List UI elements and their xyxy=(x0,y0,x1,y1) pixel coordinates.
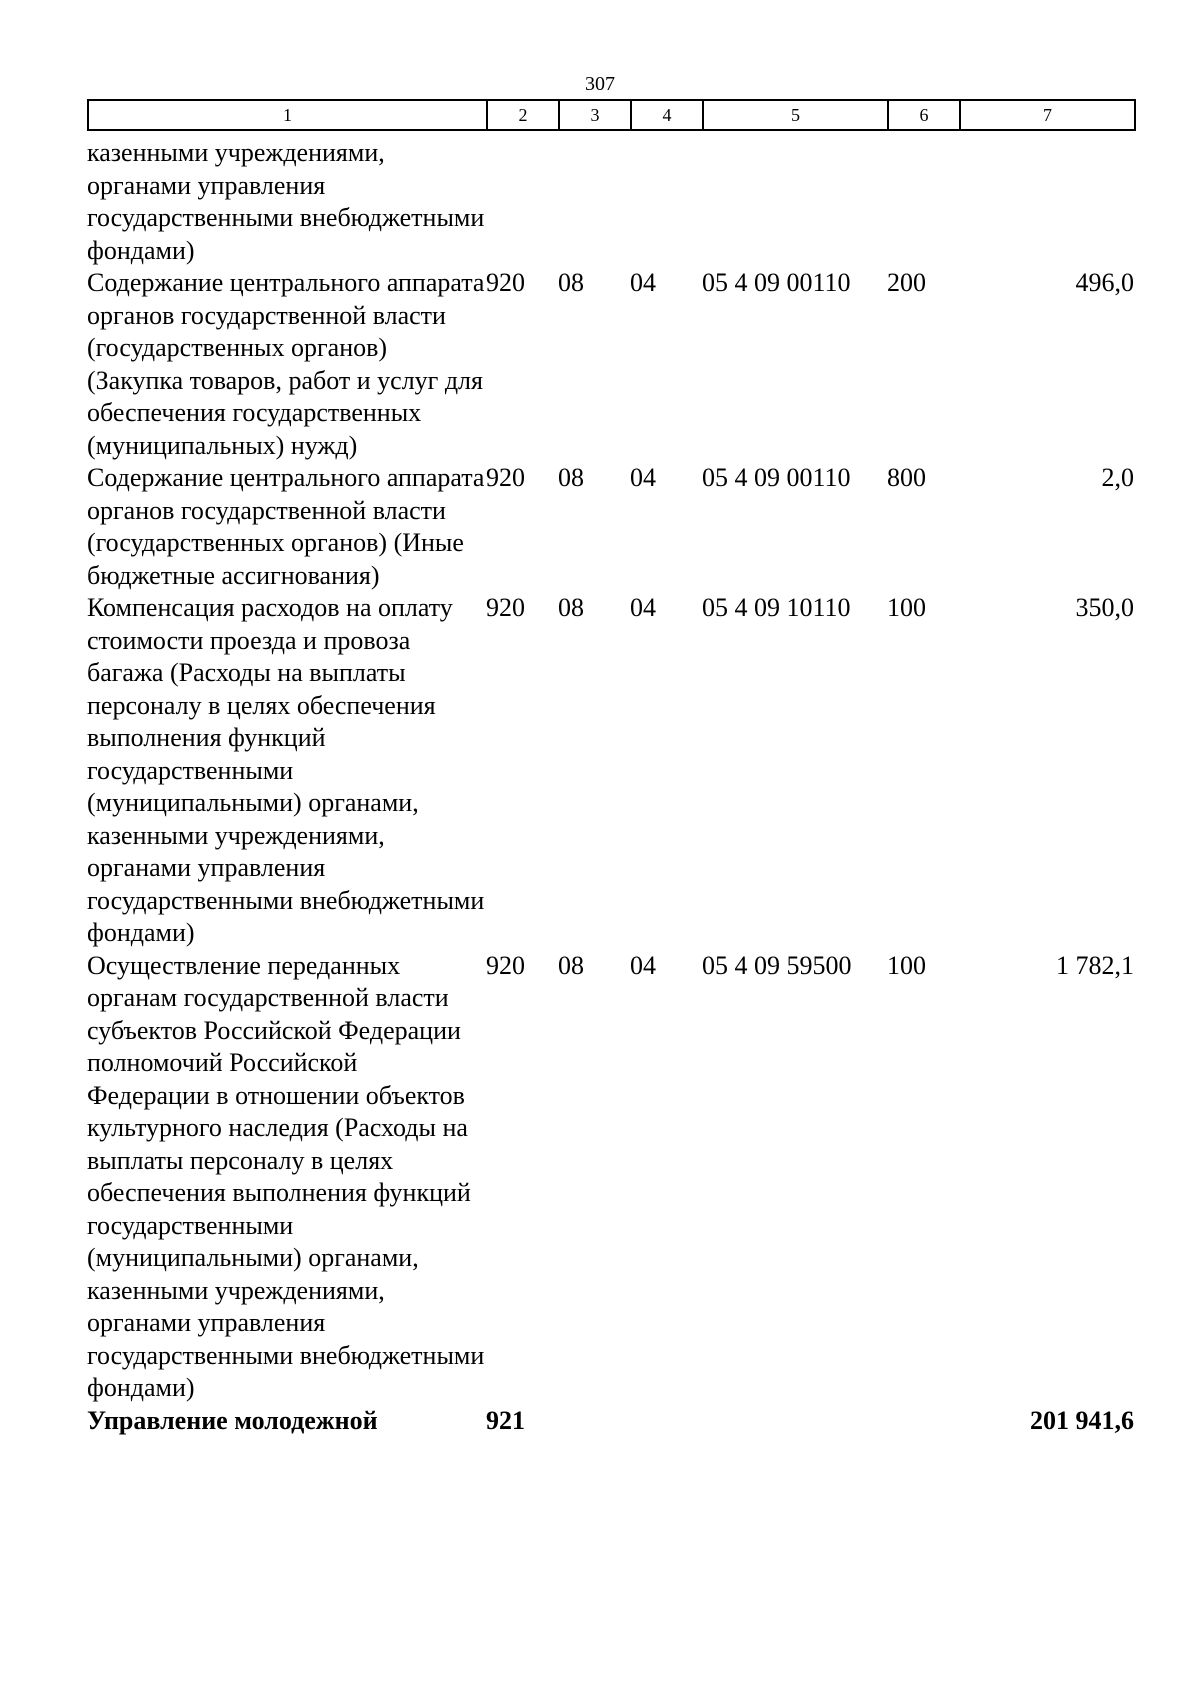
row-name: Управление молодежной xyxy=(87,1405,378,1435)
budget-table xyxy=(87,137,1134,1437)
page-number: 307 xyxy=(585,73,615,95)
row-expense-type: 100 xyxy=(887,950,926,980)
table-row xyxy=(87,950,1134,1405)
row-expense-type: 800 xyxy=(887,463,926,492)
table-row xyxy=(87,1405,1134,1438)
row-name: Содержание центрального аппарата органов государственной власти (государственных органов) (Закупка товаров, работ и услуг для обеспечения государственных (муниципальных) нужд) xyxy=(87,268,485,460)
row-amount xyxy=(959,137,1134,267)
row-amount: 201 941,6 xyxy=(1030,1405,1134,1435)
header-col-2: 2 xyxy=(487,100,559,130)
row-ved-code: 920 xyxy=(486,268,525,297)
row-expense-type xyxy=(887,1405,959,1438)
row-target-article: 05 4 09 00110 xyxy=(702,268,851,297)
row-ved-code: 920 xyxy=(486,950,525,980)
row-target-article xyxy=(702,137,887,267)
row-section-code xyxy=(558,137,630,267)
row-subsection-code: 04 xyxy=(630,463,656,492)
row-target-article: 05 4 09 10110 xyxy=(702,593,851,622)
row-section-code: 08 xyxy=(558,463,584,492)
row-amount: 496,0 xyxy=(1075,268,1134,297)
row-expense-type: 200 xyxy=(887,268,926,297)
header-col-1: 1 xyxy=(88,100,487,130)
row-target-article: 05 4 09 59500 xyxy=(702,950,852,980)
row-target-article: 05 4 09 00110 xyxy=(702,463,851,492)
row-amount: 2,0 xyxy=(1101,463,1134,492)
row-name: казенными учреждениями, органами управления государственными внебюджетными фондами) xyxy=(87,138,485,265)
row-name: Содержание центрального аппарата органов государственной власти (государственных органов) (Иные бюджетные ассигнования) xyxy=(87,463,485,590)
row-subsection-code: 04 xyxy=(630,593,656,622)
row-section-code: 08 xyxy=(558,950,584,980)
row-name: Компенсация расходов на оплату стоимости проезда и провоза багажа (Расходы на выплаты персоналу в целях обеспечения выполнения функций государственными (муниципальными) органами, казенными учреждениями, органами управления государственными внебюджетными фондами) xyxy=(87,593,485,947)
row-ved-code: 920 xyxy=(486,463,525,492)
row-target-article xyxy=(702,1405,887,1438)
table-row xyxy=(87,592,1134,950)
row-ved-code: 920 xyxy=(486,593,525,622)
header-col-4: 4 xyxy=(631,100,703,130)
row-name: Осуществление переданных органам государственной власти субъектов Российской Федерации полномочий Российской Федерации в отношении объектов культурного наследия (Расходы на выплаты персоналу в целях обеспечения выполнения функций государственными (муниципальными) органами, казенными учреждениями, органами управления государственными внебюджетными фондами) xyxy=(87,950,485,1402)
row-subsection-code: 04 xyxy=(630,950,656,980)
header-col-7: 7 xyxy=(960,100,1135,130)
row-section-code: 08 xyxy=(558,268,584,297)
row-expense-type: 100 xyxy=(887,593,926,622)
row-amount: 350,0 xyxy=(1075,593,1134,622)
column-number-header xyxy=(87,99,1136,131)
header-col-6: 6 xyxy=(888,100,960,130)
row-subsection-code xyxy=(630,137,702,267)
row-subsection-code: 04 xyxy=(630,268,656,297)
table-row xyxy=(87,137,1134,267)
table-row xyxy=(87,462,1134,592)
header-col-5: 5 xyxy=(703,100,888,130)
row-expense-type xyxy=(887,137,959,267)
row-section-code xyxy=(558,1405,630,1438)
row-ved-code: 921 xyxy=(486,1405,525,1435)
table-row xyxy=(87,267,1134,462)
header-col-3: 3 xyxy=(559,100,631,130)
header-row xyxy=(88,100,1135,130)
row-ved-code xyxy=(486,137,558,267)
row-section-code: 08 xyxy=(558,593,584,622)
row-subsection-code xyxy=(630,1405,702,1438)
row-amount: 1 782,1 xyxy=(1056,950,1134,980)
